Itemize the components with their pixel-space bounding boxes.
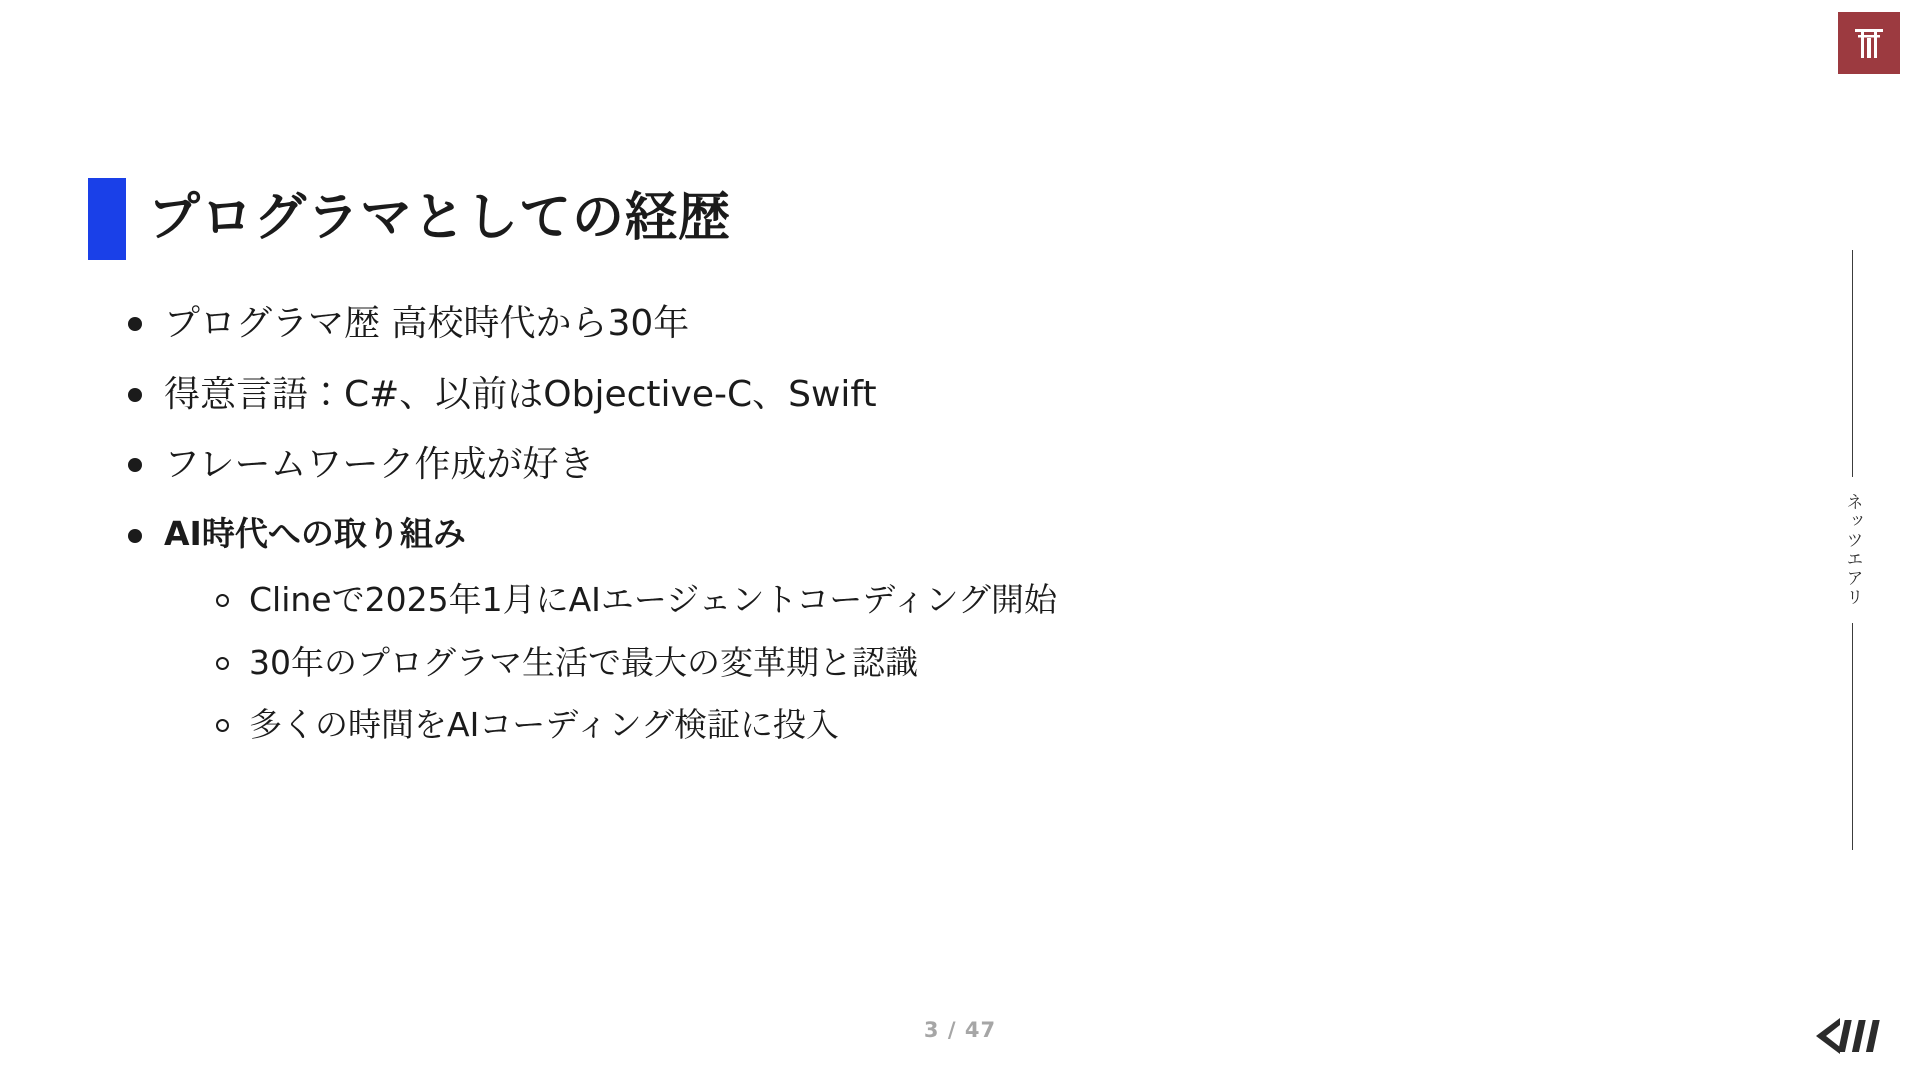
rail-line-top [1852,250,1853,477]
list-item-label: 得意言語：C#、以前はObjective-C、Swift [164,373,877,415]
list-item-label: フレームワーク作成が好き [164,444,595,486]
footer-logo [1810,1014,1884,1058]
bullet-dot-icon [128,317,142,331]
sub-list-item-label: Clineで2025年1月にAIエージェントコーディング開始 [249,580,1057,620]
bullet-circle-icon [216,719,229,732]
list-item [128,371,1308,420]
torii-icon [1852,24,1886,62]
sub-list-item-label: 多くの時間をAIコーディング検証に投入 [249,705,840,745]
list-item [128,441,1308,490]
page-title: プログラマとしての経歴 [148,188,732,249]
bullet-list [128,300,1308,766]
list-item-label: AI時代への取り組み [164,513,466,553]
company-logo-icon [1810,1014,1884,1058]
list-item [216,703,1308,748]
sub-bullet-list [216,578,1308,748]
slide-title-row [88,178,731,260]
list-item [128,512,1308,557]
list-item [216,641,1308,686]
title-accent-bar [88,178,126,260]
rail-label: ネッツエアリ [1844,477,1861,623]
list-item [128,300,1308,349]
list-item [216,578,1308,623]
page-number: 3 / 47 [923,1018,997,1042]
bullet-dot-icon [128,529,142,543]
vertical-side-rail [1832,250,1872,850]
bullet-circle-icon [216,594,229,607]
brand-badge [1838,12,1900,74]
sub-list-item-label: 30年のプログラマ生活で最大の変革期と認識 [249,642,918,682]
bullet-circle-icon [216,657,229,670]
rail-line-bottom [1852,623,1853,850]
bullet-dot-icon [128,458,142,472]
bullet-dot-icon [128,388,142,402]
list-item-label: プログラマ歴 高校時代から30年 [164,303,690,344]
